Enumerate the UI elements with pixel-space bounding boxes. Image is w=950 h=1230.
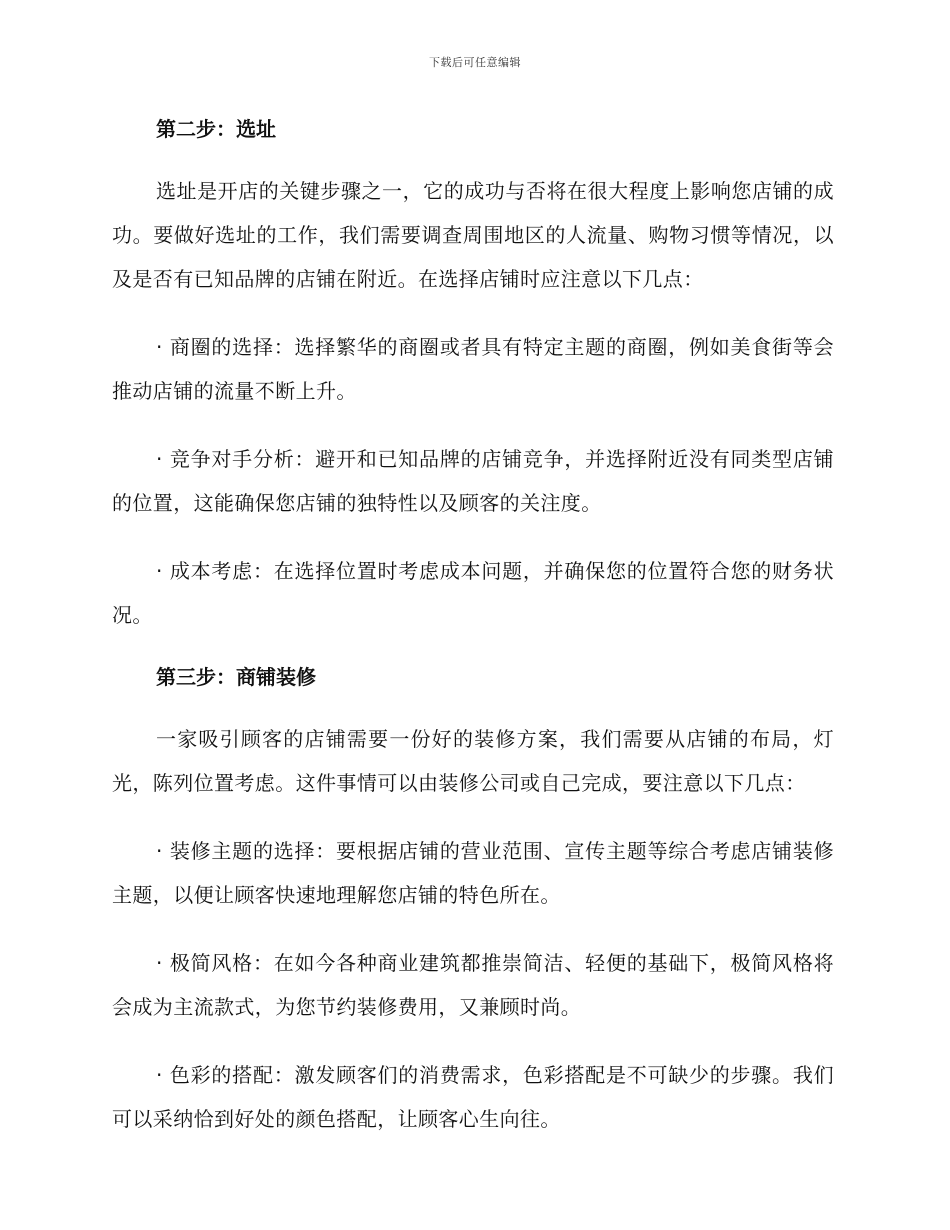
- paragraph-site-selection-intro: 选址是开店的关键步骤之一，它的成功与否将在很大程度上影响您店铺的成功。要做好选址的工作，我们需要调查周围地区的人流量、购物习惯等情况，以及是否有已知品牌的店铺在附近。在选择店铺时应注意以下几点：: [112, 179, 834, 291]
- bullet-competitor-analysis: · 竞争对手分析：避开和已知品牌的店铺竞争，并选择附近没有同类型店铺的位置，这能确保您店铺的独特性以及顾客的关注度。: [112, 447, 834, 515]
- section-heading-site-selection: 第二步：选址: [156, 117, 276, 141]
- document-body: [112, 113, 834, 1165]
- bullet-decoration-theme: · 装修主题的选择：要根据店铺的营业范围、宣传主题等综合考虑店铺装修主题，以便让顾客快速地理解您店铺的特色所在。: [112, 839, 834, 907]
- paragraph-decoration-intro: 一家吸引顾客的店铺需要一份好的装修方案，我们需要从店铺的布局，灯光，陈列位置考虑。这件事情可以由装修公司或自己完成，要注意以下几点：: [112, 727, 834, 795]
- bullet-cost-consideration: · 成本考虑：在选择位置时考虑成本问题，并确保您的位置符合您的财务状况。: [112, 559, 834, 627]
- header-note: 下载后可任意编辑: [429, 56, 521, 69]
- bullet-minimalist-style: · 极简风格：在如今各种商业建筑都推崇简洁、轻便的基础下，极简风格将会成为主流款式，为您节约装修费用，又兼顾时尚。: [112, 951, 834, 1019]
- section-heading-decoration: 第三步：商铺装修: [156, 665, 316, 689]
- bullet-color-matching: · 色彩的搭配：激发顾客们的消费需求，色彩搭配是不可缺少的步骤。我们可以采纳恰到好处的颜色搭配，让顾客心生向往。: [112, 1063, 834, 1131]
- bullet-business-district: · 商圈的选择：选择繁华的商圈或者具有特定主题的商圈，例如美食街等会推动店铺的流量不断上升。: [112, 335, 834, 403]
